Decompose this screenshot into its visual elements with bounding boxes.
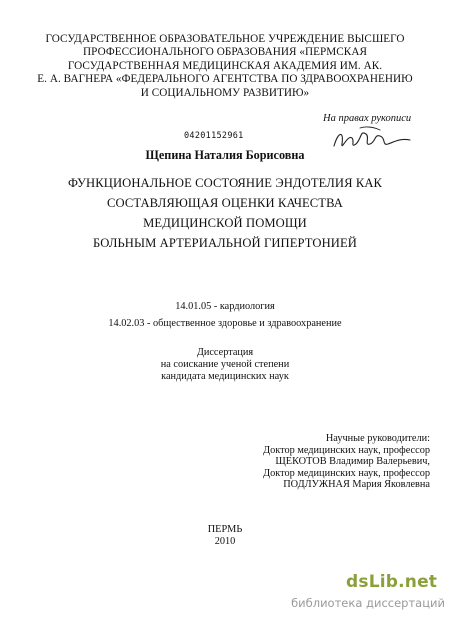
dslib-watermark <box>270 572 445 614</box>
institution-header-line: ГОСУДАРСТВЕННАЯ МЕДИЦИНСКАЯ АКАДЕМИЯ ИМ. АК. <box>67 59 383 72</box>
rights-note: На правах рукописи <box>323 113 412 124</box>
year: 2010 <box>214 536 236 547</box>
degree-line: Диссертация <box>196 347 254 358</box>
supervisor-line: ЩЕКОТОВ Владимир Валерьевич, <box>275 456 430 467</box>
title-line: БОЛЬНЫМ АРТЕРИАЛЬНОЙ ГИПЕРТОНИЕЙ <box>93 236 357 250</box>
specialty-code: 14.02.03 - общественное здоровье и здравоохранение <box>108 318 342 329</box>
degree-line: кандидата медицинских наук <box>161 370 289 382</box>
dissertation-degree <box>0 347 450 382</box>
title-line: МЕДИЦИНСКОЙ ПОМОЩИ <box>143 216 307 230</box>
supervisor-line: ПОДЛУЖНАЯ Мария Яковлевна <box>283 479 430 490</box>
watermark-logo: dsLib.net <box>346 572 438 592</box>
title-line: СОСТАВЛЯЮЩАЯ ОЦЕНКИ КАЧЕСТВА <box>106 196 344 210</box>
specialty-code: 14.01.05 - кардиология <box>175 301 275 312</box>
watermark-caption: библиотека диссертаций <box>291 596 445 610</box>
author-name: Щепина Наталия Борисовна <box>145 148 305 162</box>
institution-header-line: Е. А. ВАГНЕРА «ФЕДЕРАЛЬНОГО АГЕНТСТВА ПО ЗДРАВООХРАНЕНИЮ <box>37 73 413 86</box>
city: ПЕРМЬ <box>207 524 243 535</box>
institution-header <box>18 33 432 100</box>
institution-header-line: И СОЦИАЛЬНОМУ РАЗВИТИЮ» <box>140 86 310 99</box>
dissertation-title <box>40 173 410 253</box>
institution-header-line: ПРОФЕССИОНАЛЬНОГО ОБРАЗОВАНИЯ «ПЕРМСКАЯ <box>83 46 367 59</box>
supervisor-line: Научные руководители: <box>325 433 430 444</box>
scientific-supervisors <box>220 433 430 491</box>
supervisor-line: Доктор медицинских наук, профессор <box>263 444 430 456</box>
supervisor-line: Доктор медицинских наук, профессор <box>263 467 430 479</box>
institution-header-line: ГОСУДАРСТВЕННОЕ ОБРАЗОВАТЕЛЬНОЕ УЧРЕЖДЕНИЕ ВЫСШЕГО <box>45 33 405 45</box>
serial-number: 04201152961 <box>184 131 244 141</box>
city-year <box>0 524 450 548</box>
degree-line: на соискание ученой степени <box>160 358 290 370</box>
title-line: ФУНКЦИОНАЛЬНОЕ СОСТОЯНИЕ ЭНДОТЕЛИЯ КАК <box>67 176 383 190</box>
